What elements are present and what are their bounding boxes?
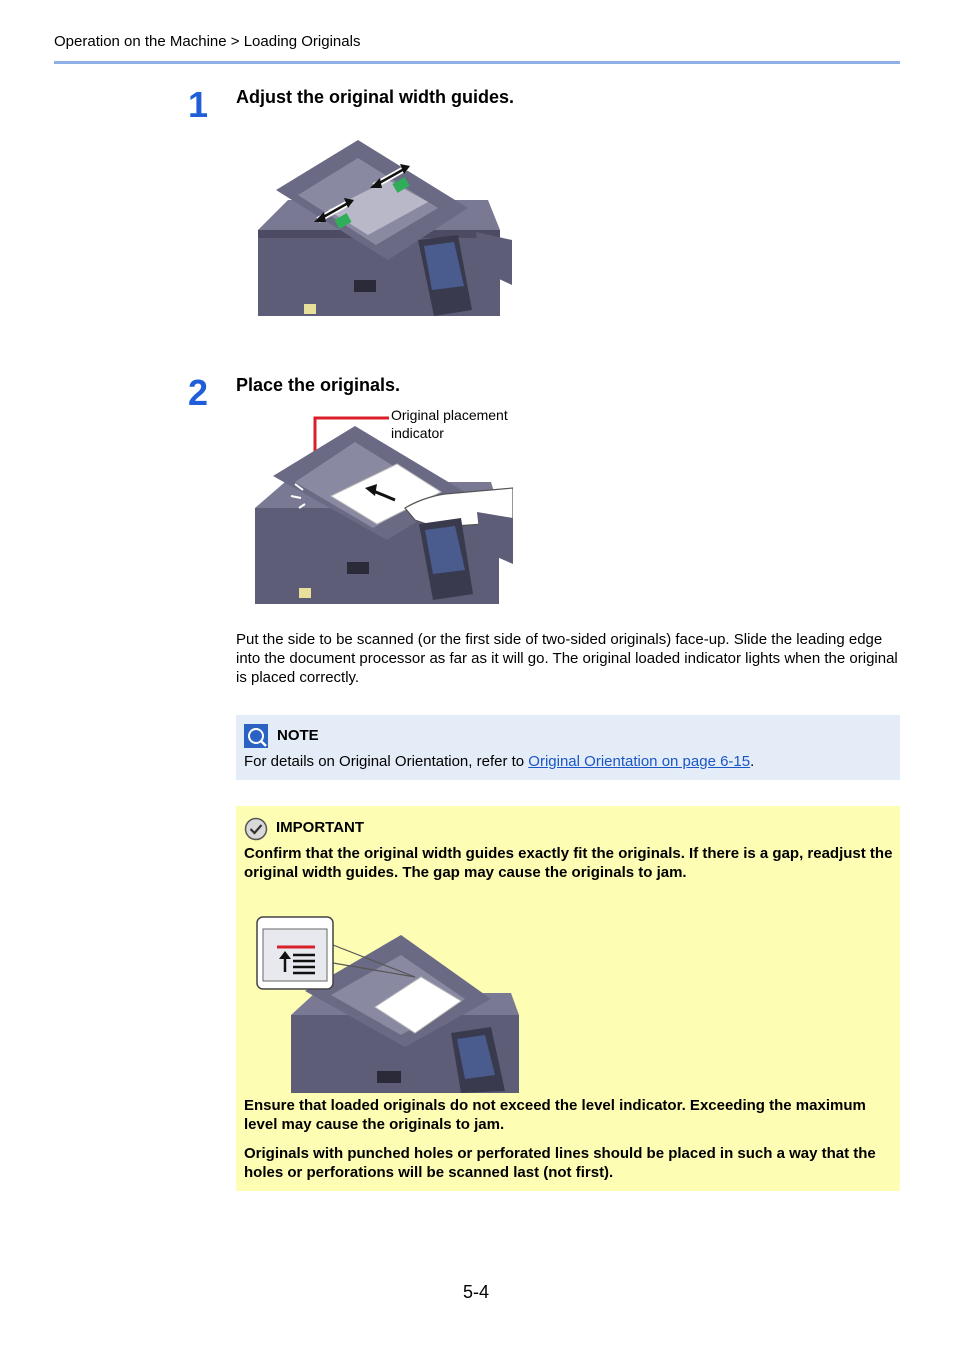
- important-paragraph-1: Confirm that the original width guides exactly fit the originals. If there is a gap, readjust the original width guides. The gap may cause the originals to jam.: [244, 845, 893, 881]
- placement-indicator-callout: Original placement indicator: [391, 407, 508, 441]
- note-text-prefix: For details on Original Orientation, refer to: [244, 753, 529, 770]
- header-divider: [54, 61, 900, 64]
- step-2-title: Place the originals.: [236, 375, 401, 395]
- important-paragraph-3: Originals with punched holes or perforated lines should be placed in such a way that the holes or perforations will be scanned last (not first).: [244, 1145, 876, 1181]
- note-box: [236, 715, 900, 780]
- page-number: 5-4: [463, 1282, 490, 1302]
- step-2-number: 2: [188, 372, 208, 413]
- note-icon: [244, 724, 268, 748]
- level-indicator-illustration: [255, 915, 521, 1093]
- step-1-title: Adjust the original width guides.: [236, 87, 514, 107]
- important-title: IMPORTANT: [276, 819, 365, 836]
- machine-place-originals-illustration: [255, 412, 513, 604]
- original-orientation-link[interactable]: Original Orientation on page 6-15: [528, 753, 751, 770]
- note-title: NOTE: [277, 727, 319, 744]
- step-1-number: 1: [188, 84, 208, 125]
- instruction-paragraph: Put the side to be scanned (or the first side of two-sided originals) face-up. Slide the leading edge into the document processor as far as it will go. The original loaded indicator lights when the original is placed correctly.: [236, 631, 898, 686]
- checkmark-circle-icon: [244, 817, 268, 841]
- note-text: [244, 753, 894, 770]
- important-paragraph-2: Ensure that loaded originals do not exceed the level indicator. Exceeding the maximum level may cause the originals to jam.: [244, 1097, 866, 1133]
- note-text-suffix: .: [750, 753, 755, 770]
- machine-width-guides-illustration: [258, 140, 512, 316]
- breadcrumb: Operation on the Machine > Loading Originals: [54, 33, 361, 50]
